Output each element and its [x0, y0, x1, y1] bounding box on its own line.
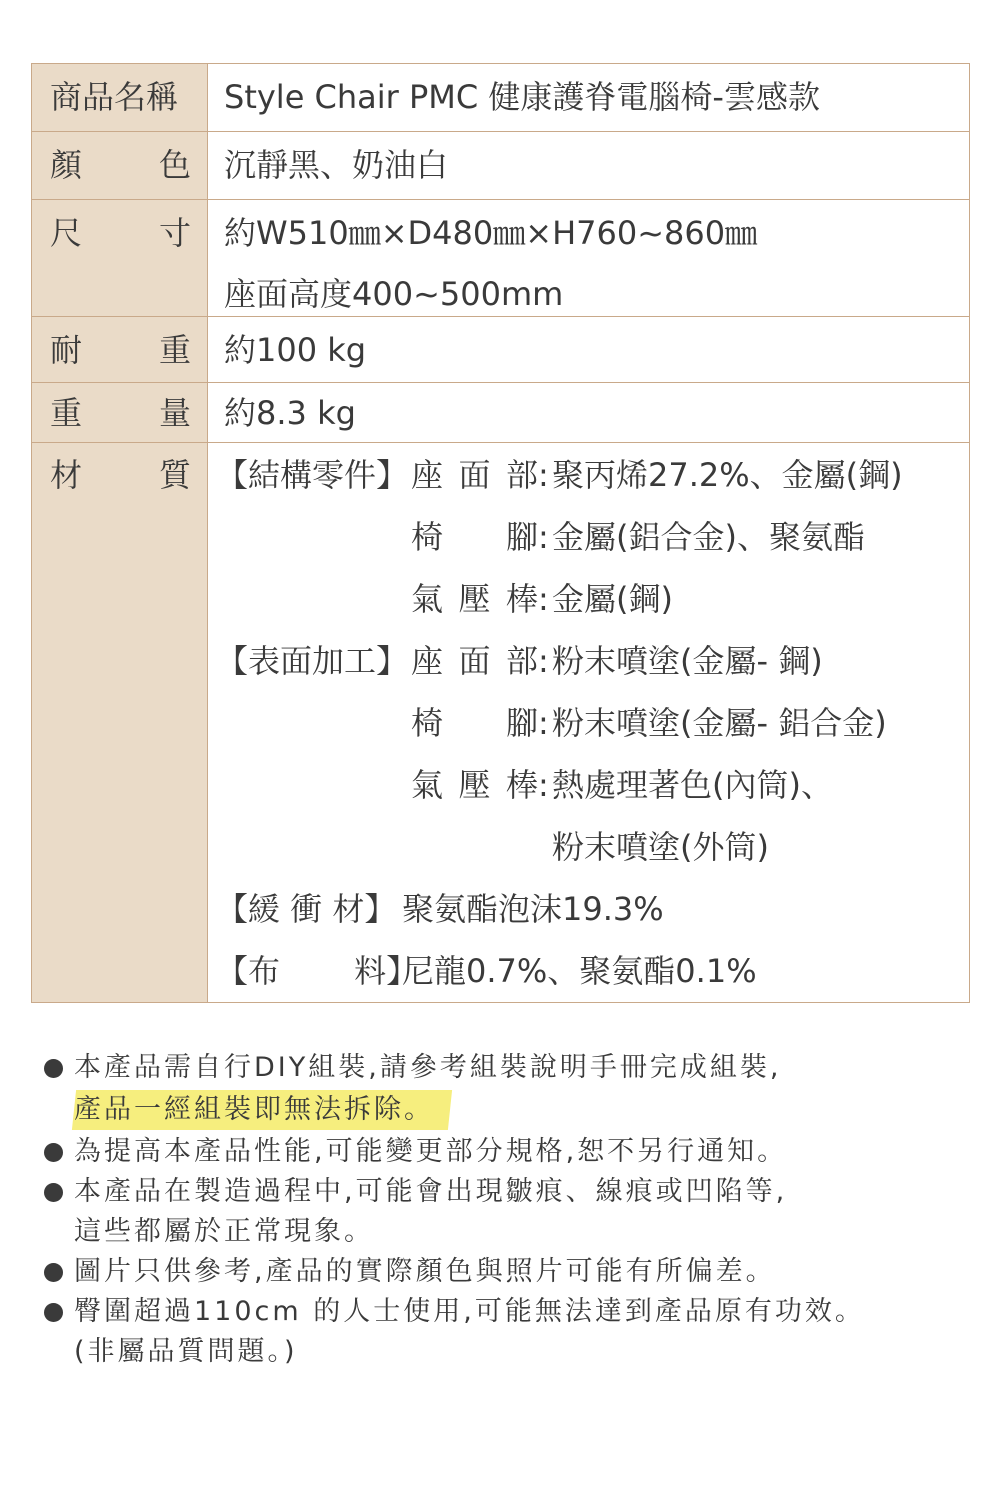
bullet-icon	[44, 1183, 63, 1202]
bullet-icon	[44, 1143, 63, 1162]
material-value: 金屬(鋁合金)、聚氨酯	[552, 518, 865, 556]
notes-list	[44, 1048, 964, 1372]
note-text-continued: 這些都屬於正常現象。	[74, 1216, 374, 1247]
material-part: 座面部	[411, 456, 538, 494]
label-size	[32, 200, 208, 317]
label-char: 材	[50, 456, 83, 494]
note-item	[44, 1048, 964, 1132]
label-load	[32, 317, 208, 383]
label-char: 色	[158, 146, 191, 184]
label-char: 寸	[158, 214, 191, 252]
note-item	[44, 1132, 964, 1172]
note-text: 圖片只供參考,產品的實際顏色與照片可能有所偏差。	[74, 1256, 776, 1287]
material-value: 熱處理著色(內筒)、	[552, 766, 833, 804]
row-product-name	[32, 64, 970, 132]
material-colon: :	[538, 518, 549, 556]
row-size	[32, 200, 970, 317]
note-highlight-text: 產品一經組裝即無法拆除。	[74, 1094, 434, 1125]
note-item	[44, 1252, 964, 1292]
label-char: 質	[158, 456, 191, 494]
material-colon: :	[538, 580, 549, 618]
material-group-cushion: 【緩 衝 材】	[216, 890, 397, 928]
material-group-structure: 【結構零件】	[216, 456, 409, 494]
label-product-name	[32, 64, 208, 132]
value-product-name: Style Chair PMC 健康護脊電腦椅-雲感款	[208, 64, 970, 132]
spec-table	[31, 63, 970, 1003]
row-weight	[32, 383, 970, 443]
material-value-continuation: 粉末噴塗(外筒)	[552, 828, 769, 866]
row-load	[32, 317, 970, 383]
label-weight	[32, 383, 208, 443]
material-group-surface: 【表面加工】	[216, 642, 409, 680]
label-char: 顏	[50, 146, 83, 184]
note-highlight	[72, 1090, 452, 1130]
material-colon: :	[538, 766, 549, 804]
material-part: 椅 腳	[411, 518, 538, 556]
material-value: 尼龍0.7%、聚氨酯0.1%	[402, 952, 757, 990]
label-char: 尺	[50, 214, 83, 252]
note-text: 本產品在製造過程中,可能會出現皺痕、線痕或凹陷等,	[74, 1176, 788, 1207]
material-colon: :	[538, 642, 549, 680]
material-value: 粉末噴塗(金屬- 鋁合金)	[552, 704, 887, 742]
material-value: 粉末噴塗(金屬- 鋼)	[552, 642, 823, 680]
label-char: 重	[158, 331, 191, 369]
value-color: 沉靜黑、奶油白	[208, 132, 970, 200]
material-value: 聚氨酯泡沫19.3%	[402, 890, 664, 928]
bullet-icon	[44, 1303, 63, 1322]
value-load: 約100 kg	[208, 317, 970, 383]
row-material	[32, 443, 970, 1003]
material-colon: :	[538, 704, 549, 742]
material-value: 聚丙烯27.2%、金屬(鋼)	[552, 456, 903, 494]
bullet-icon	[44, 1059, 63, 1078]
row-color	[32, 132, 970, 200]
material-group-fabric: 【布 料】	[216, 952, 419, 990]
note-text-continued: (非屬品質問題。)	[74, 1336, 298, 1367]
value-size	[208, 200, 970, 317]
size-line-2: 座面高度400~500mm	[224, 275, 564, 313]
material-colon: :	[538, 456, 549, 494]
material-part: 氣壓棒	[411, 580, 538, 618]
material-value: 金屬(鋼)	[552, 580, 673, 618]
note-text: 臀圍超過110cm 的人士使用,可能無法達到產品原有功效。	[74, 1296, 865, 1327]
note-item	[44, 1292, 964, 1372]
label-char: 重	[50, 394, 83, 432]
note-text: 為提高本產品性能,可能變更部分規格,恕不另行通知。	[74, 1136, 788, 1167]
size-line-1: 約W510㎜×D480㎜×H760~860㎜	[224, 214, 758, 252]
material-part: 椅 腳	[411, 704, 538, 742]
material-part: 氣壓棒	[411, 766, 538, 804]
value-material	[208, 443, 970, 1003]
bullet-icon	[44, 1263, 63, 1282]
label-char: 耐	[50, 331, 83, 369]
note-text: 本產品需自行DIY組裝,請參考組裝說明手冊完成組裝,	[74, 1052, 782, 1083]
value-weight: 約8.3 kg	[208, 383, 970, 443]
material-part: 座面部	[411, 642, 538, 680]
note-item	[44, 1172, 964, 1252]
label-color	[32, 132, 208, 200]
label-char: 量	[158, 394, 191, 432]
label-text: 商品名稱	[50, 78, 179, 116]
label-material	[32, 443, 208, 1003]
